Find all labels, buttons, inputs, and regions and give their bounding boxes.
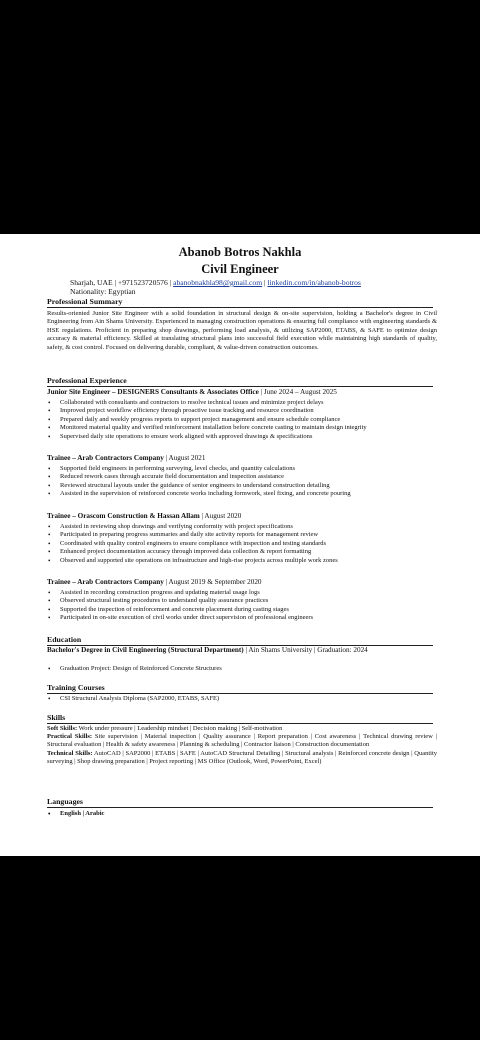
list-item: • Observed structural testing procedures to understand quality assurance practices bbox=[47, 597, 447, 605]
section-heading-summary: Professional Summary bbox=[47, 297, 433, 308]
list-item: • Graduation Project: Design of Reinforced Concrete Structures bbox=[47, 665, 447, 673]
job-bullets-4 bbox=[47, 589, 447, 623]
email-link[interactable]: abanobnakhla98@gmail.com bbox=[173, 278, 263, 287]
candidate-title: Civil Engineer bbox=[201, 262, 279, 276]
list-item: • Supported field engineers in performing surveying, level checks, and quantity calculations bbox=[47, 465, 447, 473]
list-item: • English | Arabic bbox=[47, 810, 447, 818]
list-item: • Reviewed structural layouts under the guidance of senior engineers to understand construction detailing bbox=[47, 482, 447, 490]
resume-page bbox=[0, 234, 480, 856]
skill-label: Soft Skills: bbox=[47, 725, 78, 732]
soft-skills bbox=[47, 725, 437, 733]
job-title-2 bbox=[47, 454, 437, 463]
skills-block bbox=[47, 725, 437, 766]
job-role: Trainee – Arab Contractors Company bbox=[47, 454, 164, 462]
contact-separator: | bbox=[262, 278, 268, 287]
list-item: • CSI Structural Analysis Diploma (SAP2000, ETABS, SAFE) bbox=[47, 695, 447, 703]
section-heading-experience: Professional Experience bbox=[47, 376, 433, 387]
list-item: • Assisted in recording construction progress and updating material usage logs bbox=[47, 589, 447, 597]
job-bullets-1 bbox=[47, 399, 447, 441]
list-item: • Prepared daily and weekly progress reports to support project management and ensure schedule compliance bbox=[47, 416, 447, 424]
job-bullets-2 bbox=[47, 465, 447, 499]
section-heading-education: Education bbox=[47, 635, 433, 646]
list-item: • Supervised daily site operations to ensure work aligned with approved drawings & specifications bbox=[47, 433, 447, 441]
list-item: • Assisted in reviewing shop drawings and verifying conformity with project specifications bbox=[47, 523, 447, 531]
training-bullets bbox=[47, 695, 447, 703]
section-heading-languages: Languages bbox=[47, 797, 433, 808]
job-title-1 bbox=[47, 388, 437, 397]
list-item: • Reduced rework cases through accurate field documentation and inspection assistance bbox=[47, 473, 447, 481]
list-item: • Supported the inspection of reinforcement and concrete placement during casting stages bbox=[47, 606, 447, 614]
list-item: • Participated in preparing progress summaries and daily site activity reports for management review bbox=[47, 531, 447, 539]
job-bullets-3 bbox=[47, 523, 447, 565]
job-dates: | August 2020 bbox=[199, 512, 242, 520]
list-item: • Collaborated with consultants and contractors to resolve technical issues and minimize project delays bbox=[47, 399, 447, 407]
degree: Bachelor's Degree in Civil Engineering (Structural Department) bbox=[47, 646, 244, 654]
list-item: • Coordinated with quality control engineers to ensure compliance with inspection and testing standards bbox=[47, 540, 447, 548]
job-dates: | August 2021 bbox=[163, 454, 206, 462]
job-role: Junior Site Engineer – DESIGNERS Consultants & Associates Office bbox=[47, 388, 259, 396]
list-item: • Assisted in the supervision of reinforced concrete works including formwork, steel fixing, and concrete pouring bbox=[47, 490, 447, 498]
skill-values: AutoCAD | SAP2000 | ETABS | SAFE | AutoCAD Structural Detailing | Structural analysis | Reinforced concrete design | Quantity surveying | Shop drawing preparation | Project reporting | MS Office (Outlook, Word, PowerPoint, Excel) bbox=[47, 749, 438, 765]
list-item: • Improved project workflow efficiency through proactive issue tracking and resource coordination bbox=[47, 407, 447, 415]
section-heading-training: Training Courses bbox=[47, 683, 433, 694]
technical-skills bbox=[47, 750, 437, 766]
contact-location-phone: Sharjah, UAE | +971523720576 | bbox=[70, 278, 174, 287]
practical-skills bbox=[47, 733, 437, 749]
list-item: • Observed and supported site operations on infrastructure and high-rise projects across multiple work zones bbox=[47, 557, 447, 565]
education-degree-line bbox=[47, 646, 437, 655]
job-role: Trainee – Orascom Construction & Hassan Allam bbox=[47, 512, 200, 520]
list-item: • Monitored material quality and verified reinforcement installation before concrete casting to maintain design integrity bbox=[47, 424, 447, 432]
language-list bbox=[47, 810, 447, 818]
skill-label: Technical Skills: bbox=[47, 749, 93, 757]
job-title-4 bbox=[47, 578, 437, 587]
job-title-3 bbox=[47, 512, 437, 521]
skill-label: Practical Skills: bbox=[47, 733, 93, 741]
nationality: Nationality: Egyptian bbox=[70, 287, 136, 296]
contact-line bbox=[70, 278, 361, 287]
section-heading-skills: Skills bbox=[47, 713, 433, 724]
job-dates: | June 2024 – August 2025 bbox=[258, 388, 337, 396]
education-bullets bbox=[47, 665, 447, 673]
list-item: • Enhanced project documentation accuracy through improved data collection & report formatting bbox=[47, 548, 447, 556]
summary-text: Results-oriented Junior Site Engineer with a solid foundation in structural design & on-site supervision, holding a Bachelor's degree in Civil Engineering from Ain Shams University. Experienced in managing construction operations & ensuring full compliance with engineering standards & HSE regulations. Proficient in preparing shop drawings, performing load analysis, & utilizing SAP2000, ETABS, & SAFE to optimize design accuracy & material efficiency. Skilled at translating structural plans into successful field execution while maintaining high standards of quality, safety, & cost control. Focused on delivering durable, compliant, & value-driven construction outcomes. bbox=[47, 310, 437, 351]
job-dates: | August 2019 & September 2020 bbox=[163, 578, 262, 586]
skill-values: Site supervision | Material inspection | Quality assurance | Report preparation | Cost awareness | Technical drawing review | Structural evaluation | Health & safety awareness | Planning & scheduling | Contractor liaison | Construction documentation bbox=[47, 733, 437, 749]
candidate-name: Abanob Botros Nakhla bbox=[178, 245, 302, 259]
skill-values: Work under pressure | Leadership mindset | Decision making | Self-motivation bbox=[77, 725, 283, 732]
linkedin-link[interactable]: linkedin.com/in/abanob-botros bbox=[267, 278, 361, 287]
job-role: Trainee – Arab Contractors Company bbox=[47, 578, 164, 586]
list-item: • Participated in on-site execution of civil works under direct supervision of professional engineers bbox=[47, 614, 447, 622]
education-details: | Ain Shams University | Graduation: 2024 bbox=[243, 646, 368, 654]
